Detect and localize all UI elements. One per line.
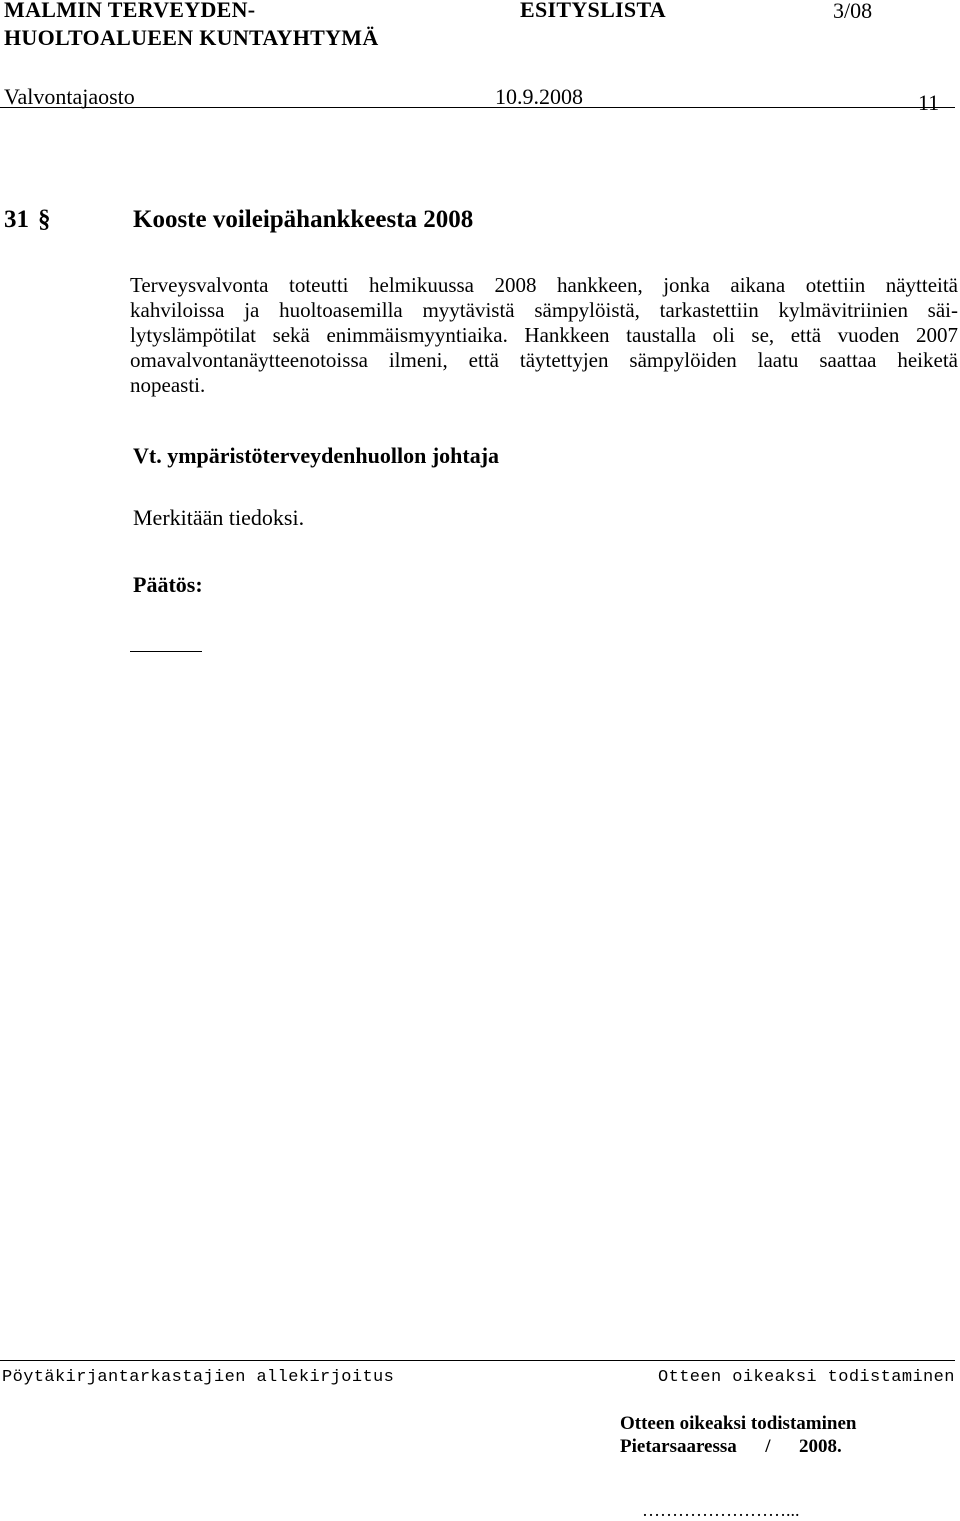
item-title: Kooste voileipähankkeesta 2008 <box>133 206 474 233</box>
certification-heading: Otteen oikeaksi todistaminen <box>620 1413 857 1434</box>
item-number: 31 <box>4 206 29 233</box>
end-of-item-rule <box>130 651 202 652</box>
description-line: kahviloissa ja huoltoasemilla myytävistä sämpylöistä, tarkastettiin kylmävitriinien säi- <box>130 298 958 322</box>
meeting-date: 10.9.2008 <box>495 84 583 109</box>
description-line: Terveysvalvonta toteutti helmikuussa 2008 hankkeen, jonka aikana otettiin näytteitä <box>130 273 958 297</box>
description-line: nopeasti. <box>130 373 206 397</box>
presenter: Vt. ympäristöterveydenhuollon johtaja <box>133 443 500 468</box>
page-number: 11 <box>918 90 940 115</box>
certification-label: Otteen oikeaksi todistaminen <box>658 1368 955 1387</box>
section-symbol: § <box>38 206 51 233</box>
description-line: lytyslämpötilat sekä enimmäismyyntiaika. Hankkeen taustalla oli se, että vuoden 2007 <box>130 323 958 347</box>
footer-rule <box>0 1360 955 1361</box>
document-number: 3/08 <box>833 0 873 23</box>
signature-label: Pöytäkirjantarkastajien allekirjoitus <box>2 1368 395 1387</box>
organization-name-line2: HUOLTOALUEEN KUNTAYHTYMÄ <box>4 25 379 50</box>
proposal: Merkitään tiedoksi. <box>133 505 305 530</box>
signature-dots: ……………………... <box>642 1500 800 1520</box>
item-description <box>130 273 958 398</box>
committee-name: Valvontajaosto <box>4 84 135 109</box>
organization-name-line1: MALMIN TERVEYDEN- <box>4 0 256 22</box>
decision-label: Päätös: <box>133 572 203 597</box>
description-line: omavalvontanäytteenotoissa ilmeni, että täytettyjen sämpylöiden laatu saattaa heiketä <box>130 348 958 372</box>
certification-place-date: Pietarsaaressa / 2008. <box>620 1436 842 1457</box>
header-rule <box>0 107 955 108</box>
document-type: ESITYSLISTA <box>520 0 666 22</box>
